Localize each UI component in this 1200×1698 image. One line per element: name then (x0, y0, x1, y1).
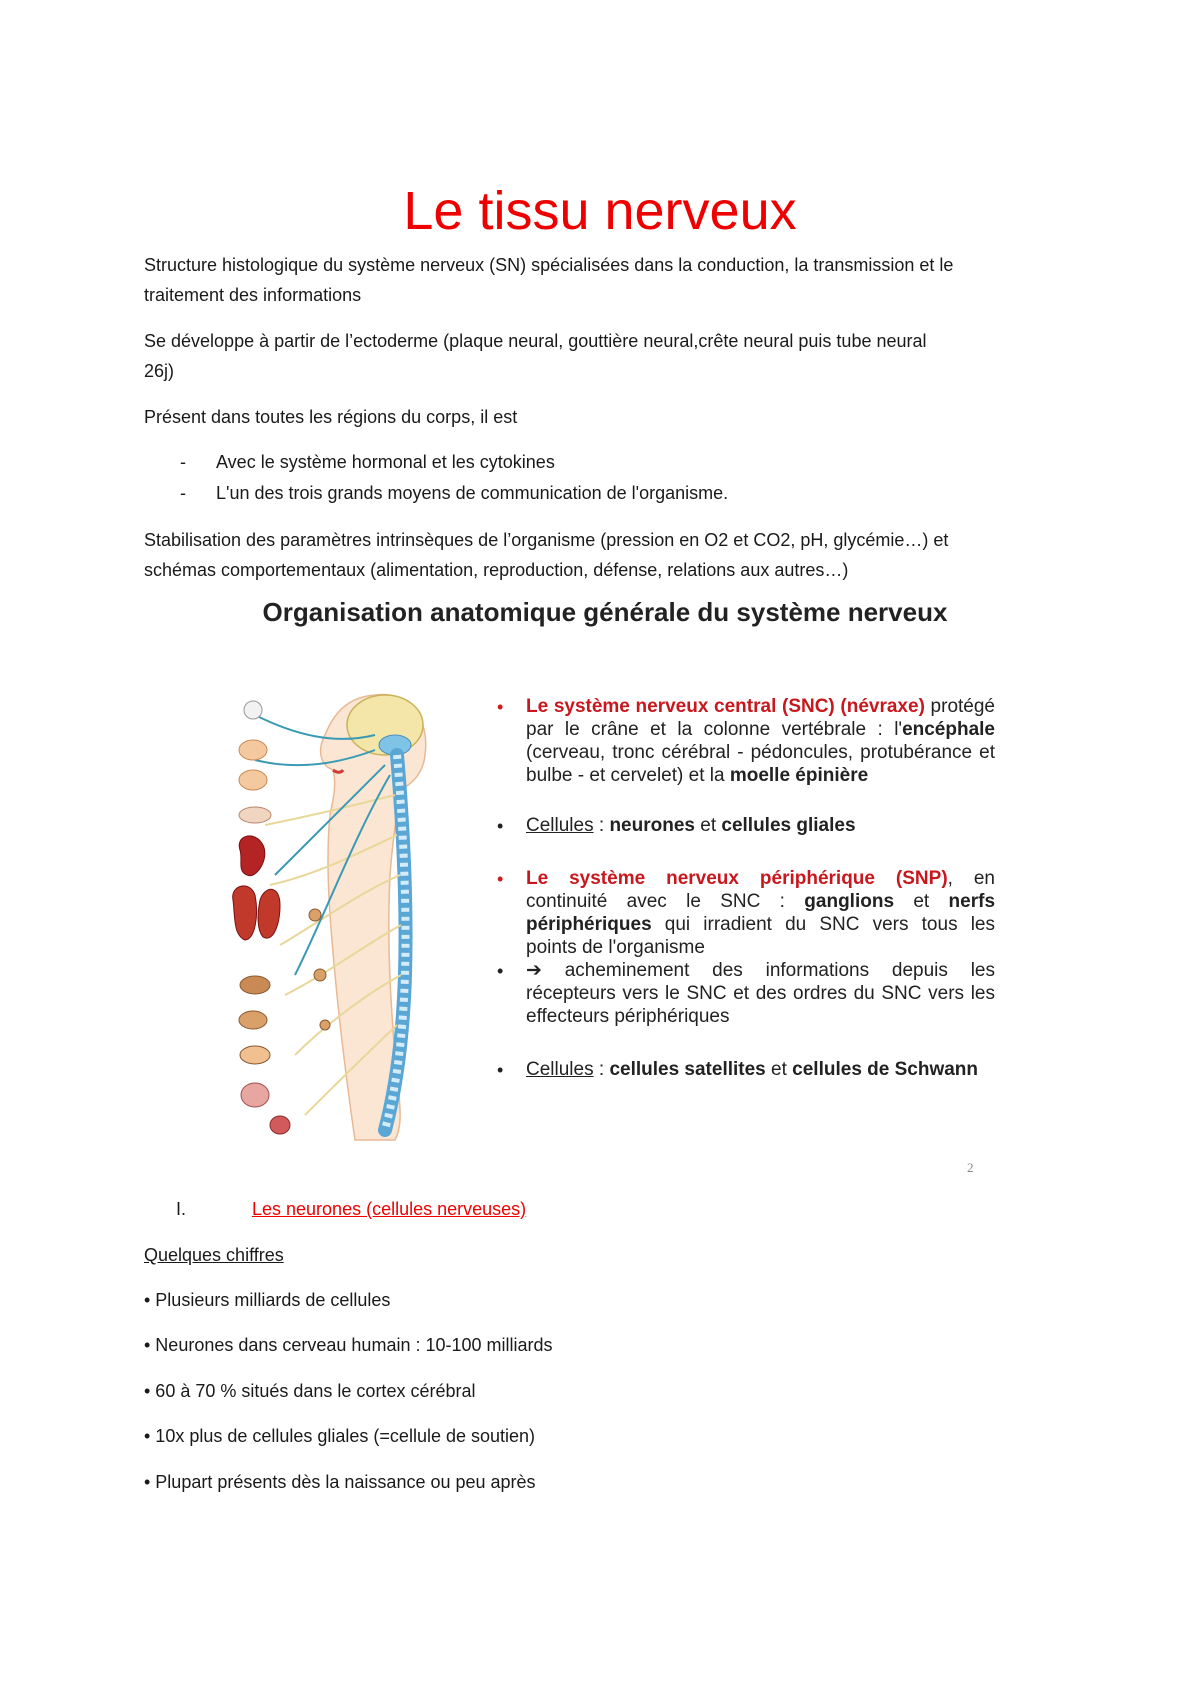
cells-label: Cellules (526, 1059, 594, 1080)
list-dash: - (180, 483, 186, 503)
nervous-system-anatomy-illustration (225, 675, 455, 1145)
presence-paragraph: Présent dans toutes les régions du corps, il est (144, 407, 518, 427)
subheading: Quelques chiffres (144, 1245, 284, 1265)
section-number: I. (176, 1199, 187, 1219)
snc-heading: Le système nerveux central (SNC) (névraxe) (526, 696, 925, 717)
acheminement-text: acheminement des informations depuis les récepteurs vers le SNC et des ordres du SNC vers les effecteurs périphériques (526, 960, 995, 1027)
cells-gliales: cellules gliales (721, 815, 856, 836)
list-item-text: L'un des trois grands moyens de communication de l'organisme. (216, 483, 729, 503)
snp-nerfs: nerfs périphériques (526, 891, 996, 935)
conjunction-text: et (894, 891, 949, 912)
fact-item: • Plusieurs milliards de cellules (144, 1290, 391, 1310)
separator-text: : (593, 1059, 610, 1080)
figure-bullet-list (493, 695, 995, 1081)
bullet-glyph: • (497, 1060, 504, 1080)
ganglia (309, 909, 330, 1030)
figure-item-snc-cells (493, 814, 995, 837)
snc-text: protégé par le crâne et la colonne vertébrale : l' (526, 696, 995, 740)
page-title: Le tissu nerveux (403, 181, 797, 242)
snp-heading: Le système nerveux périphérique (SNP) (526, 868, 948, 889)
nervous-system-figure (215, 595, 995, 1180)
figure-item-snp-cells (493, 1058, 995, 1081)
fact-item: • Neurones dans cerveau humain : 10-100 milliards (144, 1335, 553, 1355)
snp-text: , en continuité avec le SNC : (526, 868, 995, 912)
figure-item-snc (493, 695, 995, 787)
stabilisation-paragraph-line-2: schémas comportementaux (alimentation, reproduction, défense, relations aux autres…) (144, 560, 849, 580)
fact-item: • 60 à 70 % situés dans le cortex cérébral (144, 1381, 476, 1401)
list-item-text: Avec le système hormonal et les cytokines (216, 452, 555, 472)
development-paragraph-line-1: Se développe à partir de l’ectoderme (plaque neural, gouttière neural,crête neural puis tube neural (144, 331, 927, 351)
cells-neurones: neurones (609, 815, 695, 836)
intro-paragraph-line-1: Structure histologique du système nerveux (SN) spécialisées dans la conduction, la transmission et le (144, 255, 954, 275)
slide-page-number: 2 (967, 1160, 974, 1175)
arrow-icon: ➔ (526, 960, 542, 981)
intro-paragraph-line-2: traitement des informations (144, 285, 362, 305)
bullet-glyph: • (497, 961, 504, 981)
snc-text-2: (cerveau, tronc cérébral - pédoncules, protubérance et bulbe - et cervelet) et la (526, 742, 995, 786)
stabilisation-paragraph-line-1: Stabilisation des paramètres intrinsèques de l’organisme (pression en O2 et CO2, pH, glycémie…) et (144, 530, 949, 550)
snc-encephale: encéphale (902, 719, 995, 740)
snp-text-2: qui irradient du SNC vers tous les points de l'organisme (526, 914, 995, 958)
section-heading (176, 1194, 526, 1224)
organs (233, 701, 290, 1134)
bullet-glyph: • (497, 869, 504, 889)
development-paragraph-line-2: 26j) (144, 361, 175, 381)
figure-item-acheminement (493, 959, 995, 1028)
bullet-glyph: • (497, 816, 504, 836)
figure-item-snp (493, 867, 995, 959)
list-item (180, 478, 728, 508)
cells-label: Cellules (526, 815, 594, 836)
snp-ganglions: ganglions (804, 891, 895, 912)
fact-item: • 10x plus de cellules gliales (=cellule de soutien) (144, 1426, 536, 1446)
snc-moelle: moelle épinière (729, 765, 869, 786)
fact-item: • Plupart présents dès la naissance ou peu après (144, 1472, 536, 1492)
list-dash: - (180, 452, 186, 472)
cells-schwann: cellules de Schwann (792, 1059, 979, 1080)
section-title-link[interactable]: Les neurones (cellules nerveuses) (252, 1199, 527, 1219)
list-item (180, 447, 555, 477)
cells-satellites: cellules satellites (609, 1059, 766, 1080)
separator-text: : (593, 815, 610, 836)
conjunction-text: et (765, 1059, 793, 1080)
bullet-glyph: • (497, 697, 504, 717)
conjunction-text: et (694, 815, 722, 836)
figure-title: Organisation anatomique générale du système nerveux (262, 597, 948, 627)
